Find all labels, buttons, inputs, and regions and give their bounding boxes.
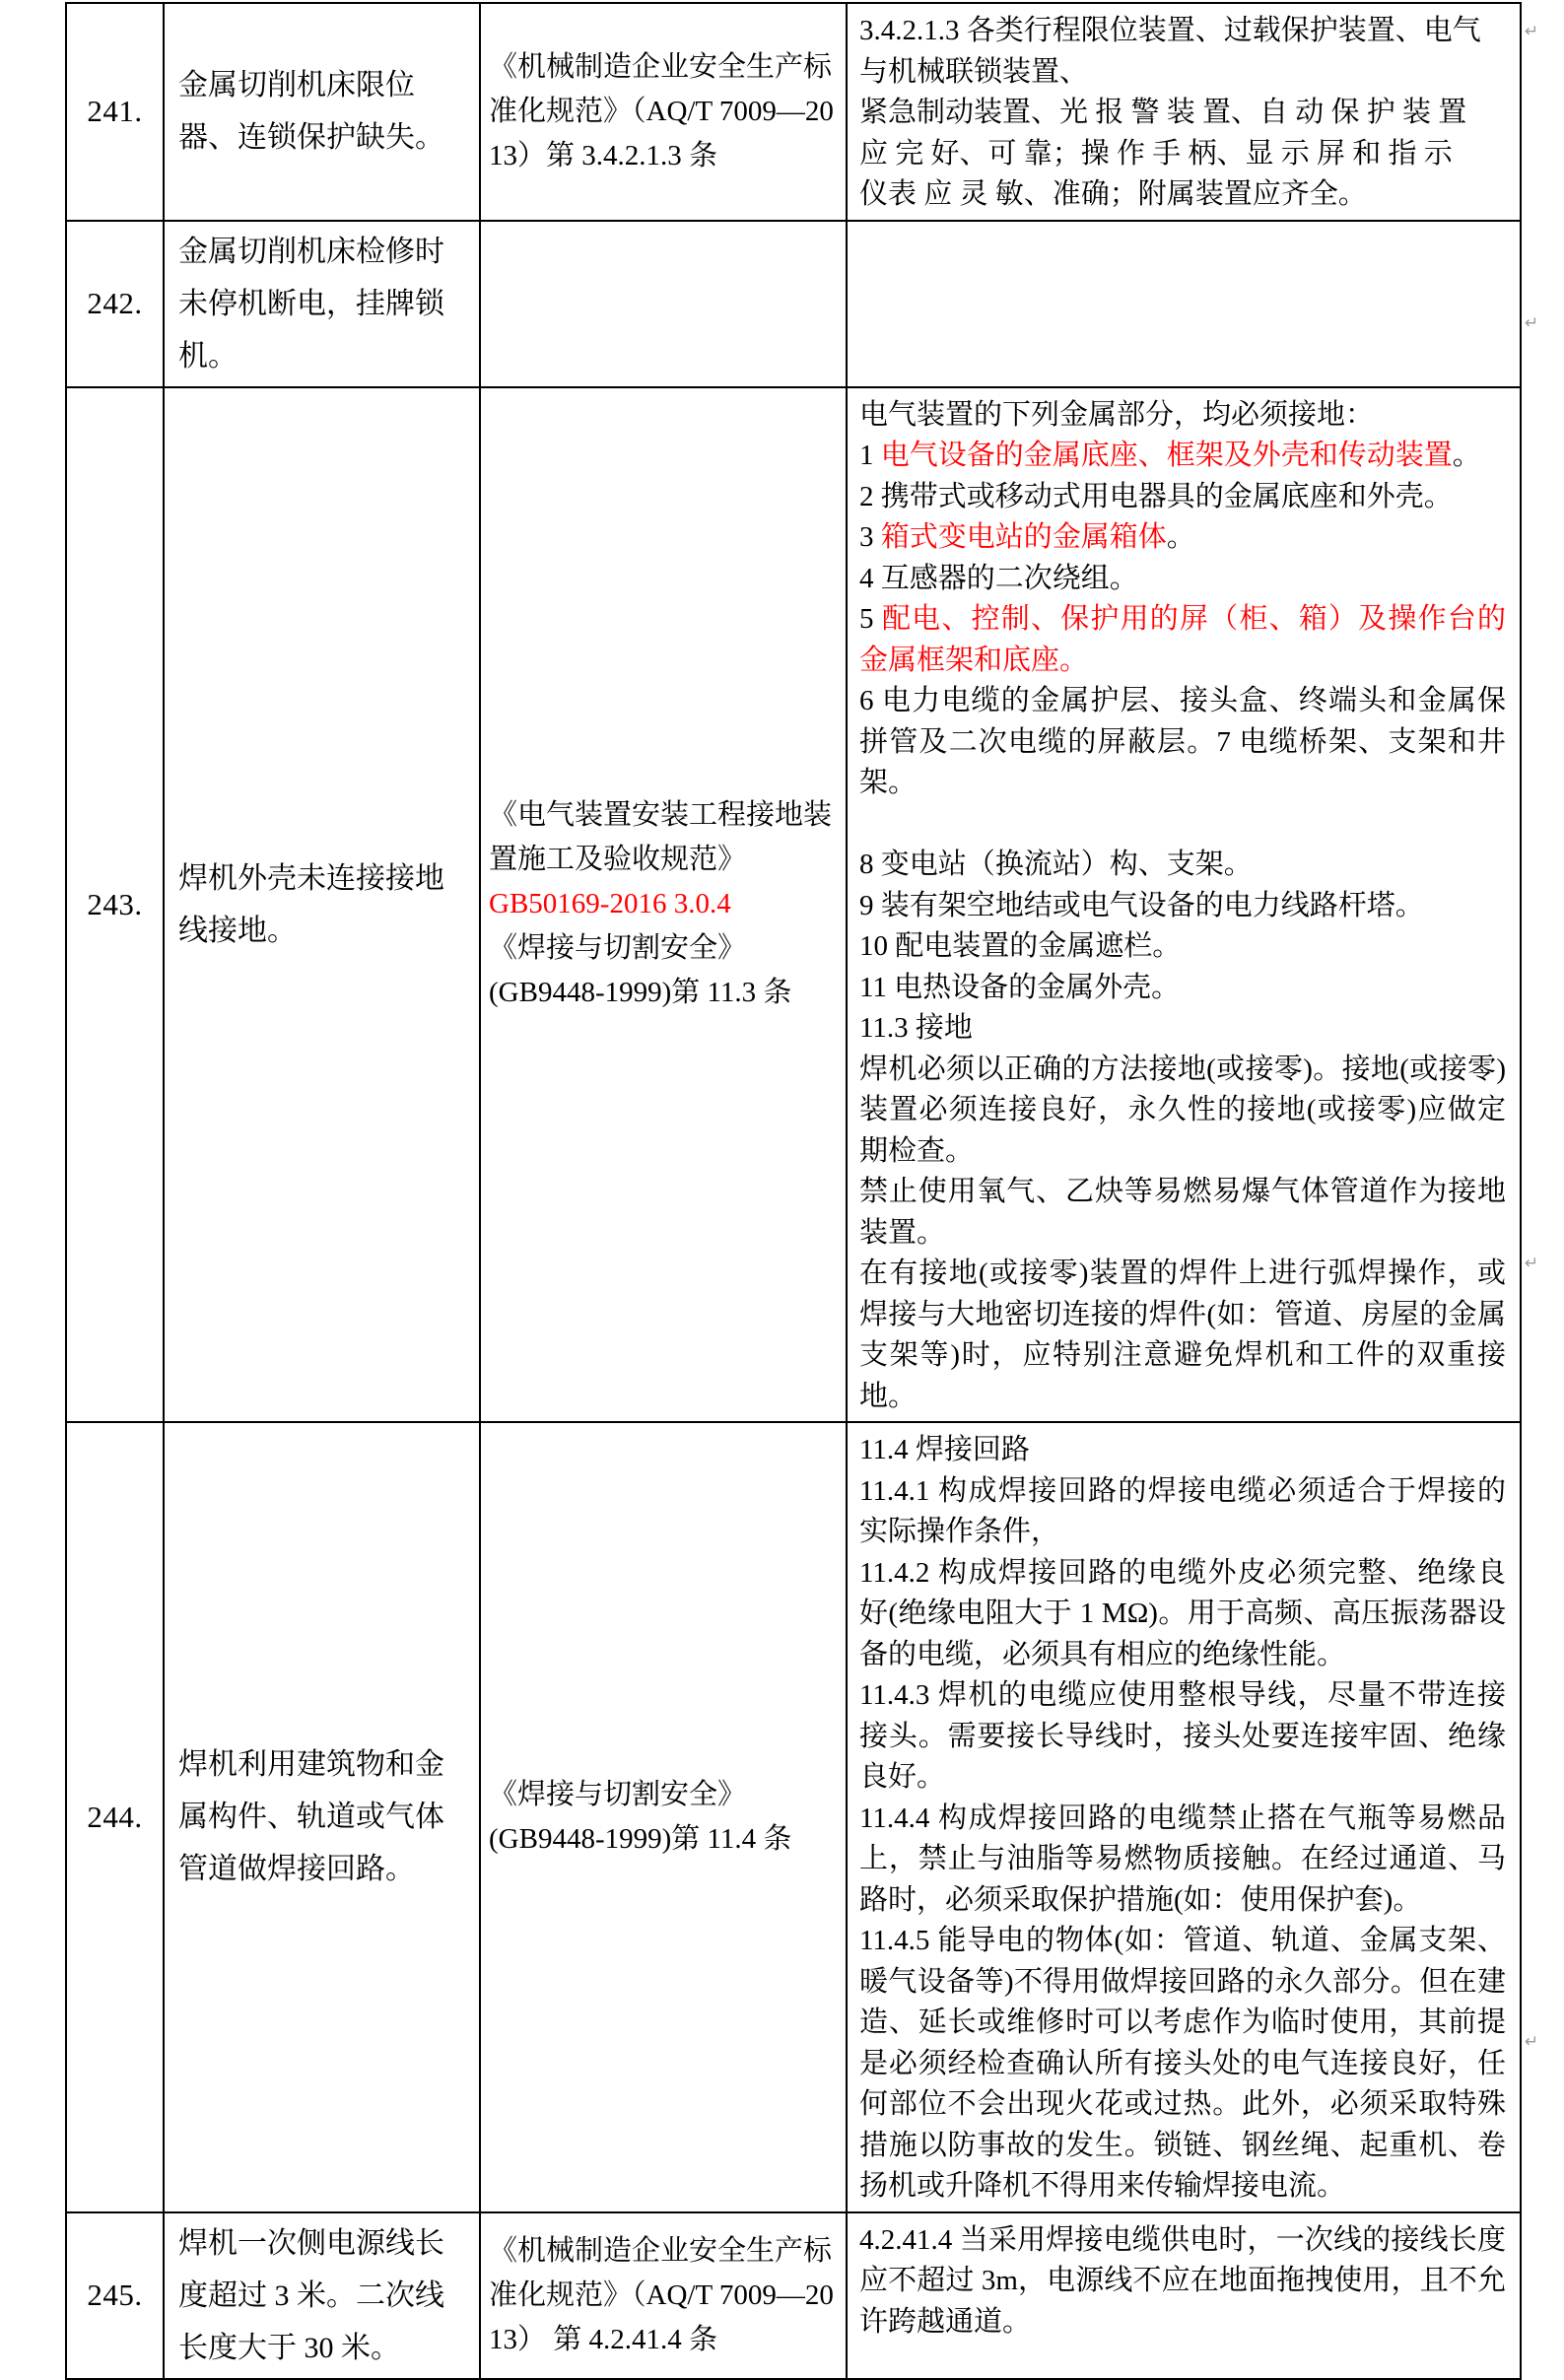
highlighted-text: 配电、控制、保护用的屏（柜、箱）及操作台的金属框架和底座。: [859, 603, 1506, 676]
plain-text: 3.4.2.1.3 各类行程限位装置、过载保护装置、电气: [859, 15, 1481, 46]
paragraph-return-icon: ↵: [1525, 1254, 1539, 1273]
plain-text: 。: [1452, 440, 1481, 471]
regulation-text-cell: [847, 221, 1521, 387]
plain-text: 11.4.4 构成焊接回路的电缆禁止搭在气瓶等易燃品上，禁止与油脂等易燃物质接触。在经过通道、马路时，必须采取保护措施(如：使用保护套)。: [859, 1802, 1506, 1916]
regulation-paragraph: [859, 174, 1506, 216]
regulation-paragraph: [859, 559, 1506, 600]
table-row: [66, 221, 1521, 387]
plain-text: 应 完 好、可 靠；操 作 手 柄、显 示 屏 和 指 示: [859, 137, 1453, 170]
plain-text: 11.4 焊接回路: [859, 1434, 1030, 1465]
regulation-paragraph: [859, 436, 1506, 477]
regulation-paragraph: [859, 52, 1506, 94]
plain-text: 4 互感器的二次绕组。: [859, 562, 1138, 594]
plain-text: 焊机必须以正确的方法接地(或接零)。接地(或接零)装置必须连接良好，永久性的接地(或接零)应做定期检查。: [859, 1053, 1506, 1167]
plain-text: 紧急制动装置、光 报 警 装 置、自 动 保 护 装 置: [859, 97, 1467, 128]
reference-line: (GB9448-1999)第 11.4 条: [489, 1822, 792, 1855]
regulation-paragraph: [859, 681, 1506, 804]
reference-line: GB50169-2016 3.0.4: [489, 888, 731, 920]
row-number: 242.: [87, 286, 143, 320]
regulation-paragraph: [859, 93, 1506, 134]
plain-text: 1: [859, 440, 881, 471]
table-row: [66, 387, 1521, 1423]
reference-line: 《电气装置安装工程接地装置施工及验收规范》: [489, 799, 833, 876]
plain-text: 禁止使用氧气、乙炔等易燃易爆气体管道作为接地装置。: [859, 1176, 1506, 1249]
regulation-paragraph: [859, 804, 1506, 846]
reference-cell: [480, 1422, 847, 2212]
paragraph-return-icon: ↵: [1525, 22, 1539, 41]
issue-text: 焊机利用建筑物和金属构件、轨道或气体管道做焊接回路。: [178, 1748, 444, 1886]
row-number-cell: [66, 1422, 164, 2212]
plain-text: 。: [1166, 521, 1195, 553]
regulation-text-cell: [847, 2212, 1521, 2379]
regulation-paragraph: [859, 395, 1506, 437]
regulation-paragraph: [859, 1921, 1506, 2208]
row-number-cell: [66, 2212, 164, 2379]
plain-text: 3: [859, 521, 881, 553]
regulation-paragraph: [859, 2220, 1506, 2344]
table-row: [66, 1422, 1521, 2212]
reference-line: 《机械制造企业安全生产标准化规范》（AQ/T 7009—2013）第 3.4.2.1.3 条: [489, 50, 834, 171]
reference-line: 《焊接与切割安全》: [489, 1778, 747, 1810]
regulation-paragraph: [859, 599, 1506, 681]
issue-text: 焊机一次侧电源线长度超过 3 米。二次线长度大于 30 米。: [178, 2226, 444, 2364]
regulation-text-cell: [847, 387, 1521, 1423]
issue-text: 金属切削机床限位器、连锁保护缺失。: [178, 69, 444, 155]
plain-text: 11.3 接地: [859, 1012, 973, 1044]
row-number: 244.: [87, 1799, 143, 1834]
plain-text: 5: [859, 603, 882, 635]
regulation-paragraph: [859, 1172, 1506, 1254]
issue-cell: [164, 2212, 480, 2379]
plain-text: 11 电热设备的金属外壳。: [859, 971, 1181, 1003]
regulation-paragraph: [859, 1050, 1506, 1173]
reference-cell: [480, 2212, 847, 2379]
regulation-paragraph: [859, 477, 1506, 518]
issue-cell: [164, 221, 480, 387]
plain-text: 在有接地(或接零)装置的焊件上进行弧焊操作，或焊接与大地密切连接的焊件(如：管道、房屋的金属支架等)时，应特别注意避免焊机和工件的双重接地。: [859, 1258, 1506, 1412]
regulation-paragraph: [859, 11, 1506, 52]
regulations-table-body: [66, 3, 1521, 2379]
regulations-table: [65, 2, 1522, 2380]
plain-text: 11.4.3 焊机的电缆应使用整根导线，尽量不带连接接头。需要接长导线时，接头处要连接牢固、绝缘良好。: [859, 1679, 1506, 1793]
plain-text: 11.4.1 构成焊接回路的焊接电缆必须适合于焊接的实际操作条件，: [859, 1474, 1506, 1547]
regulation-paragraph: [859, 1471, 1506, 1553]
plain-text: 4.2.41.4 当采用焊接电缆供电时，一次线的接线长度应不超过 3m，电源线不应在地面拖拽使用，且不允许跨越通道。: [859, 2223, 1506, 2338]
regulation-paragraph: [859, 886, 1506, 927]
reference-cell: [480, 221, 847, 387]
regulation-paragraph: [859, 968, 1506, 1009]
reference-line: 《焊接与切割安全》: [489, 932, 747, 965]
issue-text: 金属切削机床检修时未停机断电，挂牌锁机。: [178, 235, 444, 373]
reference-line: 《机械制造企业安全生产标准化规范》（AQ/T 7009—2013） 第 4.2.41.4 条: [489, 2234, 834, 2355]
highlighted-text: 箱式变电站的金属箱体: [880, 521, 1167, 553]
issue-cell: [164, 1422, 480, 2212]
regulation-paragraph: [859, 926, 1506, 968]
reference-cell: [480, 387, 847, 1423]
row-number-cell: [66, 3, 164, 221]
row-number: 245.: [87, 2278, 143, 2312]
paragraph-return-icon: ↵: [1525, 2032, 1539, 2052]
plain-text: 与机械联锁装置、: [859, 55, 1089, 88]
regulation-paragraph: [859, 134, 1506, 175]
regulation-paragraph: [859, 845, 1506, 886]
plain-text: 电气装置的下列金属部分，均必须接地：: [859, 398, 1375, 431]
plain-text: 6 电力电缆的金属护层、接头盒、终端头和金属保拼管及二次电缆的屏蔽层。7 电缆桥架、支架和井架。: [859, 685, 1506, 798]
row-number: 243.: [87, 886, 143, 921]
plain-text: 11.4.2 构成焊接回路的电缆外皮必须完整、绝缘良好(绝缘电阻大于 1 MΩ)。用于高频、高压振荡器设备的电缆，必须具有相应的绝缘性能。: [859, 1556, 1506, 1670]
regulation-paragraph: [859, 1799, 1506, 1922]
issue-text: 焊机外壳未连接接地线接地。: [178, 861, 444, 947]
regulation-paragraph: [859, 1254, 1506, 1417]
reference-cell: [480, 3, 847, 221]
paragraph-return-icon: ↵: [1525, 313, 1539, 333]
plain-text: 11.4.5 能导电的物体(如：管道、轨道、金属支架、暖气设备等)不得用做焊接回路的永久部分。但在建造、延长或维修时可以考虑作为临时使用，其前提是必须经检查确认所有接头处的电气连接良好，任何部位不会出现火花或过热。此外，必须采取特殊措施以防事故的发生。锁链、钢丝绳、起重机、卷扬机或升降机不得用来传输焊接电流。: [859, 1925, 1506, 2202]
regulation-paragraph: [859, 1008, 1506, 1050]
reference-line: (GB9448-1999)第 11.3 条: [489, 977, 792, 1009]
issue-cell: [164, 3, 480, 221]
regulation-text-cell: [847, 1422, 1521, 2212]
regulation-paragraph: [859, 1430, 1506, 1471]
plain-text: 仪表 应 灵 敏、准确；附属装置应齐全。: [859, 178, 1367, 210]
row-number-cell: [66, 221, 164, 387]
regulation-paragraph: [859, 1675, 1506, 1799]
plain-text: 9 装有架空地结或电气设备的电力线路杆塔。: [859, 889, 1424, 921]
table-row: [66, 2212, 1521, 2379]
regulation-paragraph: [859, 517, 1506, 559]
table-row: [66, 3, 1521, 221]
issue-cell: [164, 387, 480, 1423]
row-number: 241.: [87, 94, 143, 129]
highlighted-text: 电气设备的金属底座、框架及外壳和传动装置: [880, 440, 1453, 471]
row-number-cell: [66, 387, 164, 1423]
plain-text: 10 配电装置的金属遮栏。: [859, 930, 1182, 962]
regulation-paragraph: [859, 1553, 1506, 1676]
regulation-text-cell: [847, 3, 1521, 221]
plain-text: 2 携带式或移动式用电器具的金属底座和外壳。: [859, 480, 1453, 512]
plain-text: 8 变电站（换流站）构、支架。: [859, 849, 1253, 880]
